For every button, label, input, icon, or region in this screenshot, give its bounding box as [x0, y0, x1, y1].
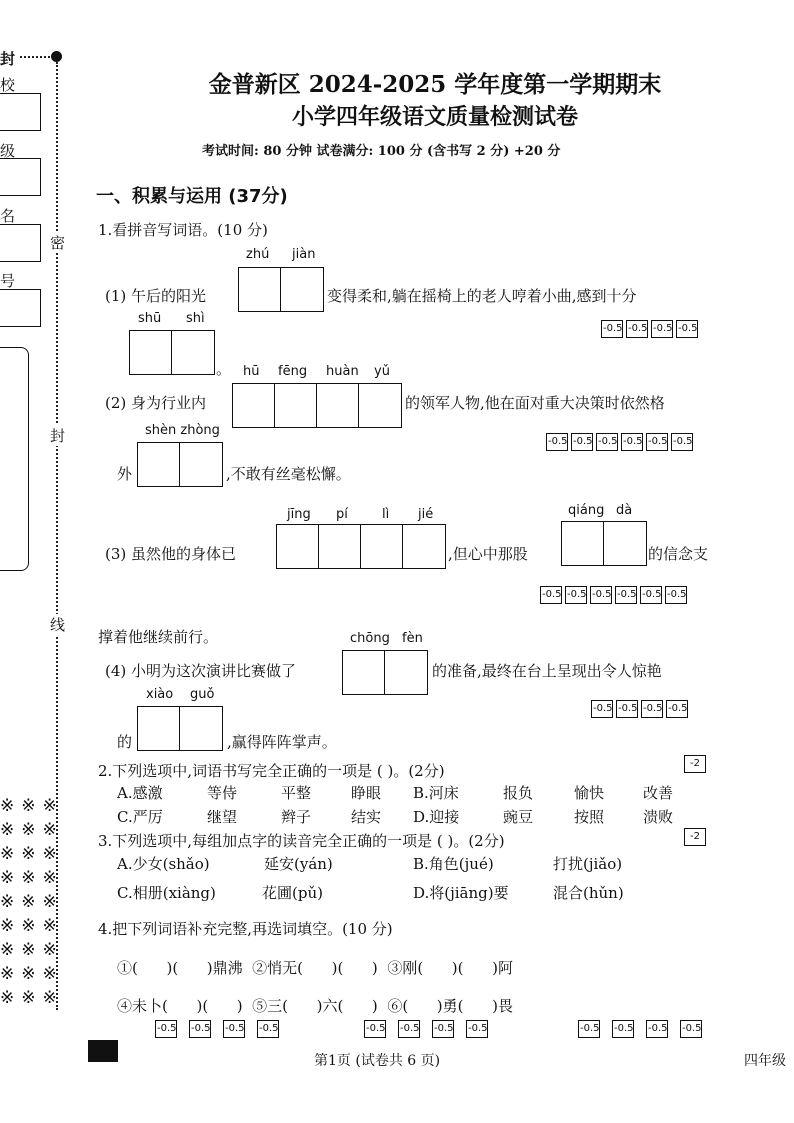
- page-number: 第1页 (试卷共 6 页): [314, 1053, 441, 1069]
- score-box: -0.5: [571, 433, 593, 451]
- pinyin-label: jīng: [287, 507, 311, 522]
- option-word: 按照: [574, 808, 605, 826]
- score-box: -0.5: [646, 1020, 668, 1038]
- option-word: 平整: [281, 784, 312, 802]
- option-b[interactable]: B.角色(jué): [413, 855, 494, 873]
- cross-pattern-row: ※※※: [0, 892, 64, 912]
- pinyin-label: chōng: [350, 631, 390, 646]
- writing-grid[interactable]: [137, 442, 223, 487]
- option-c-word[interactable]: C.严厉: [117, 808, 163, 826]
- writing-grid[interactable]: [238, 267, 324, 312]
- option-word: 溃败: [643, 808, 674, 826]
- question-title: 4.把下列词语补充完整,再选词填空。(10 分): [98, 920, 393, 938]
- option-a-word[interactable]: A.感激: [117, 784, 163, 802]
- score-box: -0.5: [591, 700, 613, 718]
- score-deduction-group: [591, 700, 688, 718]
- score-box: -0.5: [466, 1020, 488, 1038]
- score-deduction-group: [578, 1020, 702, 1038]
- score-box: -0.5: [590, 586, 612, 604]
- idiom-row[interactable]: ①( )( )鼎沸 ②悄无( )( ) ③刚( )( )阿: [117, 959, 513, 977]
- item-text: (1) 午后的阳光: [105, 287, 207, 305]
- school-label: 校: [0, 76, 16, 94]
- writing-grid[interactable]: [232, 383, 402, 428]
- score-deduction-group: [364, 1020, 488, 1038]
- name-label: 名: [0, 207, 16, 225]
- writing-grid[interactable]: [561, 521, 647, 566]
- idiom-row[interactable]: ④未卜( )( ) ⑤三( )六( ) ⑥( )勇( )畏: [117, 997, 513, 1015]
- pinyin-label: shì: [186, 311, 205, 326]
- pinyin-label: shū: [138, 311, 162, 326]
- alignment-mark: [88, 1040, 118, 1062]
- option-word: 花圃(pǔ): [262, 884, 323, 902]
- score-deduction-group: [684, 828, 706, 846]
- score-box: -0.5: [565, 586, 587, 604]
- score-deduction-group: [684, 755, 706, 773]
- question-title: 3.下列选项中,每组加点字的读音完全正确的一项是 ( )。(2分): [98, 832, 505, 850]
- score-area-box: [0, 347, 29, 571]
- exam-subtitle: 小学四年级语文质量检测试卷: [291, 104, 578, 130]
- pinyin-label: hū: [243, 364, 260, 379]
- item-text: 变得柔和,躺在摇椅上的老人哼着小曲,感到十分: [327, 287, 637, 305]
- writing-grid[interactable]: [137, 706, 223, 751]
- score-box: -0.5: [680, 1020, 702, 1038]
- option-word: 等侍: [207, 784, 238, 802]
- item-text: ,赢得阵阵掌声。: [227, 733, 337, 751]
- option-word: 睁眼: [351, 784, 382, 802]
- score-box: -0.5: [398, 1020, 420, 1038]
- pinyin-label: jiàn: [292, 247, 316, 262]
- score-box: -2: [684, 755, 706, 773]
- item-text: ,不敢有丝毫松懈。: [226, 465, 351, 483]
- score-box: -0.5: [540, 586, 562, 604]
- seal-label-top: 封: [0, 50, 16, 68]
- score-box: -0.5: [671, 433, 693, 451]
- cross-pattern-row: ※※※: [0, 964, 64, 984]
- dotted-divider: [20, 56, 50, 58]
- pinyin-label: pí: [336, 507, 348, 522]
- item-text: (3) 虽然他的身体已: [105, 545, 237, 563]
- score-box: -0.5: [432, 1020, 454, 1038]
- option-word: 豌豆: [503, 808, 534, 826]
- pinyin-label: fèn: [402, 631, 423, 646]
- score-box: -0.5: [666, 700, 688, 718]
- score-box: -0.5: [155, 1020, 177, 1038]
- pinyin-label: shèn zhòng: [145, 423, 220, 438]
- option-b-word[interactable]: B.河床: [413, 784, 459, 802]
- item-text: ,但心中那股: [448, 545, 528, 563]
- cross-pattern-row: ※※※: [0, 916, 64, 936]
- score-box: -0.5: [601, 320, 623, 338]
- pinyin-label: qiáng: [568, 503, 605, 518]
- option-c[interactable]: C.相册(xiàng): [117, 884, 216, 902]
- cross-pattern-row: ※※※: [0, 844, 64, 864]
- pinyin-label: guǒ: [190, 687, 215, 702]
- item-text: 。: [216, 360, 232, 378]
- writing-grid[interactable]: [276, 524, 446, 569]
- cross-pattern-row: ※※※: [0, 820, 64, 840]
- number-field[interactable]: [0, 289, 41, 327]
- binding-label-mi: 密: [50, 234, 66, 252]
- item-text: 的信念支: [648, 545, 709, 563]
- pinyin-label: xiào: [146, 687, 174, 702]
- item-text: (2) 身为行业内: [105, 394, 207, 412]
- cross-pattern-row: ※※※: [0, 940, 64, 960]
- section-heading: 一、积累与运用 (37分): [96, 186, 288, 207]
- writing-grid[interactable]: [342, 650, 428, 695]
- score-box: -0.5: [189, 1020, 211, 1038]
- number-label: 号: [0, 272, 16, 290]
- item-text: (4) 小明为这次演讲比赛做了: [105, 662, 297, 680]
- binding-label-feng: 封: [50, 427, 66, 445]
- item-text: 的: [117, 733, 133, 751]
- cross-pattern-row: ※※※: [0, 796, 64, 816]
- score-box: -0.5: [621, 433, 643, 451]
- class-label: 级: [0, 142, 16, 160]
- score-deduction-group: [155, 1020, 279, 1038]
- score-box: -0.5: [626, 320, 648, 338]
- option-word: 愉快: [574, 784, 605, 802]
- score-box: -0.5: [651, 320, 673, 338]
- option-d-word[interactable]: D.迎接: [413, 808, 460, 826]
- item-text: 的领军人物,他在面对重大决策时依然格: [405, 394, 665, 412]
- score-box: -0.5: [641, 700, 663, 718]
- pinyin-label: lì: [382, 507, 390, 522]
- question-title: 2.下列选项中,词语书写完全正确的一项是 ( )。(2分): [98, 762, 445, 780]
- option-word: 延安(yán): [264, 855, 333, 873]
- item-text: 的准备,最终在台上呈现出令人惊艳: [432, 662, 662, 680]
- option-word: 继望: [207, 808, 238, 826]
- item-text: 撑着他继续前行。: [98, 628, 219, 646]
- name-field[interactable]: [0, 224, 41, 262]
- exam-title: 金普新区 2024-2025 学年度第一学期期末: [208, 71, 662, 98]
- pinyin-label: fēng: [278, 364, 308, 379]
- writing-grid[interactable]: [129, 330, 215, 375]
- score-box: -0.5: [596, 433, 618, 451]
- score-deduction-group: [546, 433, 693, 451]
- score-box: -0.5: [364, 1020, 386, 1038]
- exam-meta: 考试时间: 80 分钟 试卷满分: 100 分 (含书写 2 分) +20 分: [202, 144, 561, 159]
- pinyin-label: huàn: [326, 364, 359, 379]
- option-word: 混合(hǔn): [553, 884, 624, 902]
- option-word: 结实: [351, 808, 382, 826]
- pinyin-label: zhú: [246, 247, 270, 262]
- cross-pattern-row: ※※※: [0, 868, 64, 888]
- question-title: 1.看拼音写词语。(10 分): [98, 221, 268, 239]
- option-a[interactable]: A.少女(shǎo): [117, 855, 210, 873]
- score-box: -0.5: [640, 586, 662, 604]
- score-box: -0.5: [578, 1020, 600, 1038]
- score-deduction-group: [601, 320, 698, 338]
- pinyin-label: yǔ: [374, 364, 390, 379]
- binding-label-xian: 线: [50, 616, 66, 634]
- cross-pattern-row: ※※※: [0, 988, 64, 1008]
- option-d[interactable]: D.将(jiāng)要: [413, 884, 509, 902]
- score-box: -0.5: [615, 586, 637, 604]
- class-field[interactable]: [0, 158, 41, 196]
- score-box: -0.5: [546, 433, 568, 451]
- score-box: -0.5: [616, 700, 638, 718]
- score-box: -0.5: [223, 1020, 245, 1038]
- score-box: -0.5: [257, 1020, 279, 1038]
- option-word: 打扰(jiǎo): [553, 855, 623, 873]
- score-box: -0.5: [612, 1020, 634, 1038]
- score-box: -0.5: [676, 320, 698, 338]
- pinyin-label: dà: [616, 503, 633, 518]
- option-word: 改善: [643, 784, 674, 802]
- score-box: -0.5: [646, 433, 668, 451]
- option-word: 报负: [503, 784, 534, 802]
- pinyin-label: jié: [418, 507, 434, 522]
- score-box: -2: [684, 828, 706, 846]
- score-box: -0.5: [665, 586, 687, 604]
- grade-label: 四年级: [744, 1053, 786, 1069]
- score-deduction-group: [540, 586, 687, 604]
- binding-dot-icon: [51, 51, 62, 62]
- item-text: 外: [117, 465, 133, 483]
- option-word: 辫子: [281, 808, 312, 826]
